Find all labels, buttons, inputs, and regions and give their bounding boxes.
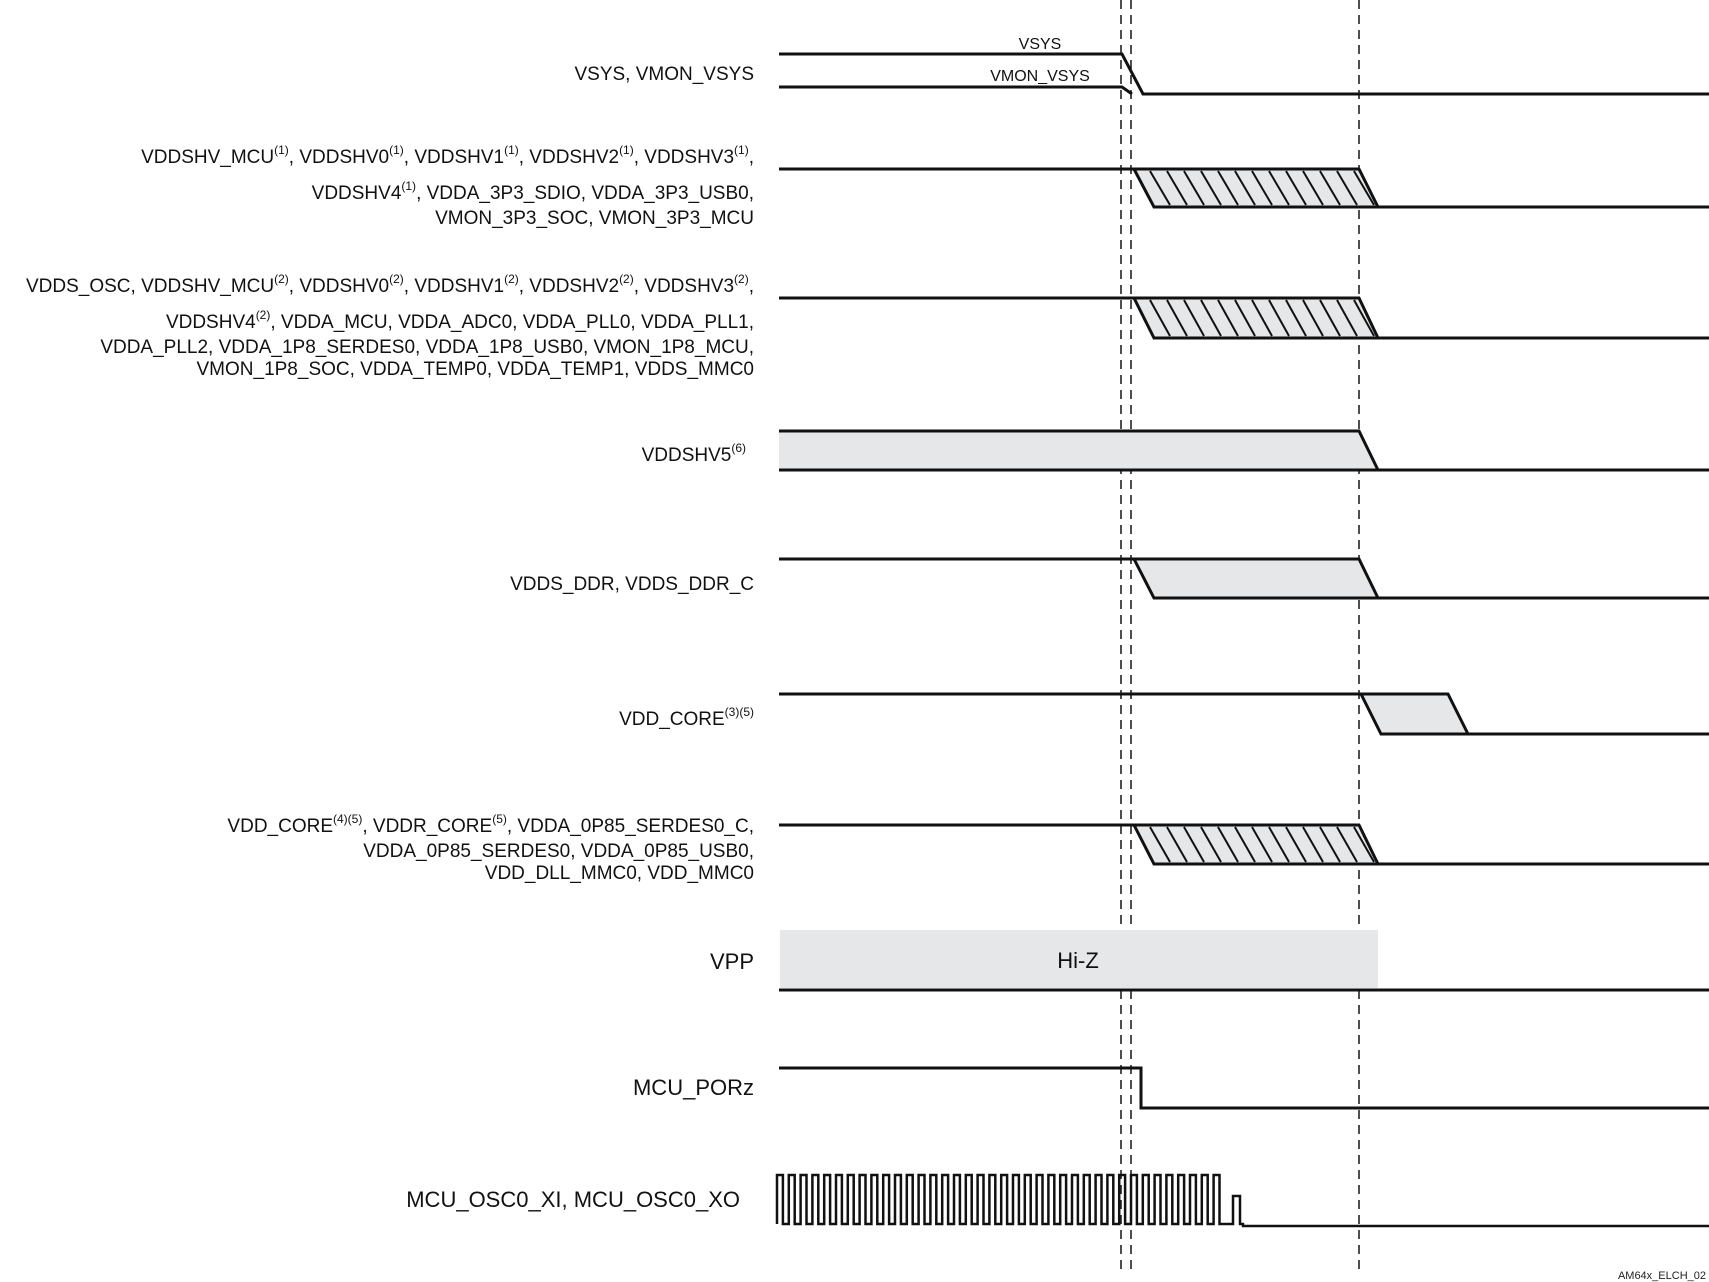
signal-label-line: [406, 1187, 740, 1212]
waveform-mcu-porz: [779, 1068, 1709, 1108]
footnote-marker: (1): [401, 179, 417, 193]
signal-label-line: [166, 308, 754, 333]
signal-name-text: VDDSHV4: [311, 183, 402, 204]
signal-label-line: [26, 272, 754, 297]
waveform-vdds-ddr: [779, 559, 1709, 598]
signal-name-text: , VDDSHV3: [633, 147, 735, 168]
signal-label-line: [227, 812, 754, 837]
signal-label-line: [633, 1075, 754, 1100]
vpp-hi-z-label: Hi-Z: [1057, 948, 1099, 973]
signal-label-vsys: [574, 64, 754, 85]
signal-label-vdd-core-0p85-group: [227, 812, 754, 884]
signal-name-text: VDDA_PLL2, VDDA_1P8_SERDES0, VDDA_1P8_USB0, VMON_1P8_MCU,: [100, 337, 754, 358]
signal-name-text: , VDDA_MCU, VDDA_ADC0, VDDA_PLL0, VDDA_PLL1,: [270, 312, 754, 333]
signal-label-line: [619, 705, 754, 730]
signal-label-line: [141, 143, 754, 168]
signal-name-text: ,: [748, 147, 754, 168]
waveform-mcu-osc0: [777, 1175, 1709, 1226]
signal-name-text: MCU_OSC0_XI, MCU_OSC0_XO: [406, 1187, 740, 1212]
signal-name-text: , VDDA_0P85_SERDES0_C,: [506, 816, 754, 837]
footnote-marker: (1): [504, 143, 519, 157]
footnote-marker: (5): [492, 812, 507, 826]
signal-name-text: , VDDR_CORE: [362, 816, 493, 837]
signal-name-text: VDDSHV5: [641, 445, 732, 466]
signal-name-text: , VDDSHV1: [403, 147, 505, 168]
waveform-vdd-core: [779, 694, 1709, 734]
signal-name-text: VDD_CORE: [227, 816, 333, 837]
signal-name-text: , VDDA_3P3_SDIO, VDDA_3P3_USB0,: [416, 183, 754, 204]
signal-label-line: [574, 64, 754, 85]
signal-label-line: [642, 441, 746, 466]
footnote-marker: (4)(5): [333, 812, 363, 826]
signal-name-text: VDDS_DDR, VDDS_DDR_C: [510, 574, 754, 595]
signal-name-text: MCU_PORz: [632, 1075, 754, 1100]
footnote-marker: (1): [619, 143, 634, 157]
footnote-marker: (1): [734, 143, 749, 157]
signal-label-line: [197, 359, 755, 380]
waveform-vdd-core-0p85-group: [779, 825, 1709, 864]
waveform-vddshv5: [779, 431, 1709, 470]
signal-name-text: , VDDSHV3: [633, 276, 735, 297]
signal-name-text: , VDDSHV0: [288, 276, 390, 297]
signal-name-text: VDDSHV_MCU: [141, 147, 275, 168]
signal-name-text: VDDS_OSC, VDDSHV_MCU: [26, 276, 275, 297]
signal-label-vddshv5: [642, 441, 746, 466]
signal-label-mcu-osc0: [406, 1187, 740, 1212]
footnote-marker: (2): [734, 272, 749, 286]
signal-label-line: [485, 863, 754, 884]
signal-name-text: ,: [748, 276, 754, 297]
waveform-vdd-1p8-group: [779, 298, 1709, 338]
signal-name-text: VDDA_0P85_SERDES0, VDDA_0P85_USB0,: [363, 841, 754, 862]
waveform-vpp: [779, 930, 1709, 990]
signal-label-vdd-core: [619, 705, 754, 730]
waveform-vsys: [779, 36, 1709, 94]
signal-name-text: VDDSHV4: [165, 312, 256, 333]
signal-name-text: VMON_1P8_SOC, VDDA_TEMP0, VDDA_TEMP1, VDDS_MMC0: [196, 359, 754, 380]
signal-name-text: VSYS, VMON_VSYS: [574, 64, 754, 85]
waveform-vdd-3p3-group: [779, 169, 1709, 207]
footnote-marker: (2): [274, 272, 289, 286]
footnote-marker: (1): [389, 143, 404, 157]
signal-label-vdd-1p8-group: [26, 272, 754, 380]
figure-id: AM64x_ELCH_02: [1617, 1270, 1706, 1282]
footnote-marker: (2): [504, 272, 519, 286]
signal-label-line: [363, 841, 754, 862]
footnote-marker: (6): [731, 441, 746, 455]
signal-name-text: VMON_3P3_SOC, VMON_3P3_MCU: [435, 208, 754, 229]
signal-label-line: [510, 574, 754, 595]
signal-name-text: , VDDSHV2: [518, 147, 620, 168]
signal-label-vdd-3p3-group: [141, 143, 754, 229]
waveform-tag-vsys: VSYS: [1018, 36, 1062, 53]
waveform-tag-vmon-vsys: VMON_VSYS: [990, 68, 1090, 85]
signal-name-text: VDD_CORE: [619, 709, 725, 730]
signal-label-line: [710, 949, 754, 974]
footnote-marker: (2): [389, 272, 404, 286]
footnote-marker: (2): [255, 308, 271, 322]
signal-name-text: VPP: [709, 949, 754, 974]
signal-name-text: , VDDSHV0: [288, 147, 390, 168]
footnote-marker: (1): [274, 143, 289, 157]
signal-label-line: [100, 337, 754, 358]
signal-label-vdds-ddr: [510, 574, 754, 595]
signal-label-line: [435, 208, 754, 229]
footnote-marker: (3)(5): [724, 705, 754, 719]
signal-label-vpp: [710, 949, 754, 974]
signal-name-text: VDD_DLL_MMC0, VDD_MMC0: [484, 863, 754, 884]
signal-name-text: , VDDSHV2: [518, 276, 620, 297]
signal-name-text: , VDDSHV1: [403, 276, 505, 297]
footnote-marker: (2): [619, 272, 634, 286]
signal-label-mcu-porz: [633, 1075, 754, 1100]
signal-label-line: [312, 179, 754, 204]
